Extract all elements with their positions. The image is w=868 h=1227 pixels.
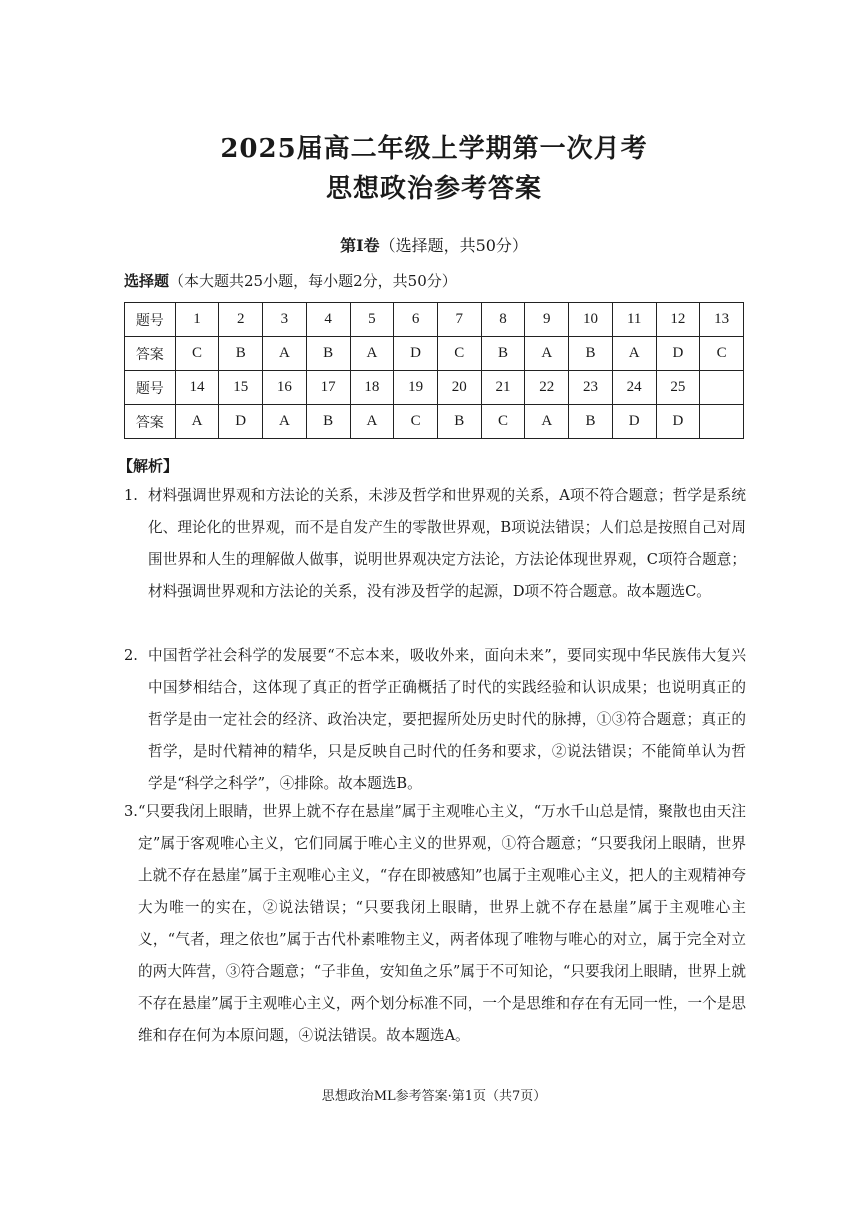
part-detail: （选择题，共50分）: [379, 236, 528, 255]
answer-cell: D: [394, 337, 438, 371]
answer-cell: B: [306, 405, 350, 439]
question-number-cell: 9: [525, 303, 569, 337]
question-number-cell: 22: [525, 371, 569, 405]
analysis-item-2: [124, 640, 746, 800]
answer-cell: A: [350, 337, 394, 371]
question-number-cell: 13: [700, 303, 744, 337]
section-intro: [124, 270, 457, 291]
part-heading: [0, 233, 868, 256]
question-number-cell: 23: [569, 371, 613, 405]
item-number: 2.: [124, 647, 138, 664]
question-number-cell: 20: [437, 371, 481, 405]
question-number-cell: 17: [306, 371, 350, 405]
question-number-cell: [700, 371, 744, 405]
item-text: 中国哲学社会科学的发展要“不忘本来，吸收外来，面向未来”，要同实现中华民族伟大复兴中国梦相结合，这体现了真正的哲学正确概括了时代的实践经验和认识成果；也说明真正的哲学是由一定社会的经济、政治决定，要把握所处历史时代的脉搏，①③符合题意；真正的哲学，是时代精神的精华，只是反映自己时代的任务和要求，②说法错误；不能简单认为哲学是“科学之科学”，④排除。故本题选B。: [148, 647, 746, 792]
answer-cell: [700, 405, 744, 439]
question-number-cell: 25: [656, 371, 700, 405]
question-number-cell: 21: [481, 371, 525, 405]
answer-cell: A: [263, 405, 307, 439]
answer-cell: A: [175, 405, 219, 439]
answer-cell: A: [525, 337, 569, 371]
question-number-cell: 10: [569, 303, 613, 337]
document-title: 2025届高二年级上学期第一次月考: [220, 134, 648, 164]
row-header-cell: 题号: [125, 371, 176, 405]
question-number-row: [125, 371, 744, 405]
question-number-cell: 18: [350, 371, 394, 405]
page-footer: 思想政治ML参考答案·第1页（共7页）: [321, 1089, 547, 1104]
row-header-cell: 答案: [125, 405, 176, 439]
answer-cell: B: [569, 337, 613, 371]
item-text: 材料强调世界观和方法论的关系，未涉及哲学和世界观的关系，A项不符合题意；哲学是系统化、理论化的世界观，而不是自发产生的零散世界观，B项说法错误；人们总是按照自己对周围世界和人生的理解做人做事，说明世界观决定方法论，方法论体现世界观，C项符合题意；材料强调世界观和方法论的关系，没有涉及哲学的起源，D项不符合题意。故本题选C。: [148, 487, 746, 600]
question-number-cell: 2: [219, 303, 263, 337]
item-text: “只要我闭上眼睛，世界上就不存在悬崖”属于主观唯心主义，“万水千山总是情，聚散也由天注定”属于客观唯心主义，它们同属于唯心主义的世界观，①符合题意；“只要我闭上眼睛，世界上就不存在悬崖”属于主观唯心主义，“存在即被感知”也属于主观唯心主义，把人的主观精神夸大为唯一的实在，②说法错误；“只要我闭上眼睛，世界上就不存在悬崖”属于主观唯心主义，“气者，理之依也”属于古代朴素唯物主义，两者体现了唯物与唯心的对立，属于完全对立的两大阵营，③符合题意；“子非鱼，安知鱼之乐”属于不可知论，“只要我闭上眼睛，世界上就不存在悬崖”属于主观唯心主义，两个划分标准不同，一个是思维和存在有无同一性，一个是思维和存在何为本原问题，④说法错误。故本题选A。: [138, 803, 746, 1044]
question-number-cell: 7: [437, 303, 481, 337]
analysis-item-1: [124, 480, 746, 608]
answer-row: [125, 337, 744, 371]
answer-cell: C: [175, 337, 219, 371]
row-header-cell: 答案: [125, 337, 176, 371]
row-header-cell: 题号: [125, 303, 176, 337]
question-number-cell: 6: [394, 303, 438, 337]
question-number-cell: 15: [219, 371, 263, 405]
answer-cell: A: [525, 405, 569, 439]
answer-cell: C: [481, 405, 525, 439]
item-number: 3.: [124, 803, 138, 820]
answer-cell: B: [481, 337, 525, 371]
answer-cell: B: [437, 405, 481, 439]
analysis-item-3: [124, 796, 746, 1052]
answer-cell: B: [569, 405, 613, 439]
document-subtitle: 思想政治参考答案: [325, 174, 542, 204]
answer-cell: D: [612, 405, 656, 439]
question-number-cell: 3: [263, 303, 307, 337]
part-label: 第Ⅰ卷: [340, 236, 380, 255]
answer-cell: B: [219, 337, 263, 371]
question-number-row: [125, 303, 744, 337]
answer-cell: C: [700, 337, 744, 371]
question-number-cell: 5: [350, 303, 394, 337]
question-number-cell: 12: [656, 303, 700, 337]
answer-table: [124, 302, 744, 439]
question-number-cell: 4: [306, 303, 350, 337]
question-number-cell: 19: [394, 371, 438, 405]
question-number-cell: 14: [175, 371, 219, 405]
answer-cell: A: [263, 337, 307, 371]
question-number-cell: 11: [612, 303, 656, 337]
answer-cell: B: [306, 337, 350, 371]
section-label: 选择题: [124, 272, 170, 290]
question-number-cell: 24: [612, 371, 656, 405]
answer-cell: A: [612, 337, 656, 371]
answer-cell: D: [656, 405, 700, 439]
answer-cell: C: [437, 337, 481, 371]
question-number-cell: 1: [175, 303, 219, 337]
question-number-cell: 8: [481, 303, 525, 337]
answer-cell: C: [394, 405, 438, 439]
analysis-heading: 【解析】: [118, 457, 179, 475]
answer-cell: D: [656, 337, 700, 371]
section-detail: （本大题共25小题，每小题2分，共50分）: [169, 272, 457, 290]
answer-row: [125, 405, 744, 439]
answer-cell: A: [350, 405, 394, 439]
question-number-cell: 16: [263, 371, 307, 405]
answer-cell: D: [219, 405, 263, 439]
item-number: 1.: [124, 487, 138, 504]
